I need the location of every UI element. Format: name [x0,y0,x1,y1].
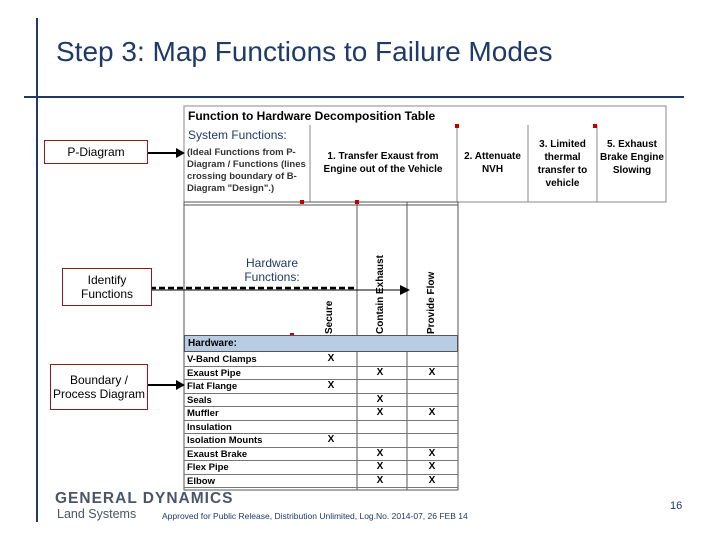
system-functions-note: (Ideal Functions from P-Diagram / Functions (lines crossing boundary of B-Diagram "Design".) [187,147,306,194]
table-row [184,380,458,394]
hardware-name: V-Band Clamps [187,354,257,365]
hardware-header-label: Hardware: [188,338,237,349]
table-row [184,461,458,475]
mark-secure: X [327,434,335,445]
table-row [184,421,458,435]
hardware-functions-label: Hardware Functions: [244,256,300,284]
hardware-name: Exaust Pipe [187,367,241,379]
table-row [184,394,458,408]
hardware-name: Flat Flange [187,381,238,392]
hardware-name: Muffler [187,408,219,419]
mark-contain: X [376,447,384,459]
mark-flow: X [428,461,436,472]
hardware-name: Exaust Brake [187,448,248,460]
p-diagram-label: P-Diagram [67,145,125,159]
boundary-diagram-label: Boundary / Process Diagram [52,373,146,401]
hw-function-secure: Secure [324,300,335,334]
hardware-name: Insulation [187,421,232,433]
footer-release-note: Approved for Public Release, Distribution Unlimited, Log.No. 2014-07, 26 FEB 14 [162,511,468,521]
mark-contain: X [376,366,384,378]
system-function-5: 5. Exhaust Brake Engine Slowing [600,139,664,176]
table-row [184,434,458,448]
page-number: 16 [670,500,683,512]
table-row [184,475,458,489]
mark-flow: X [428,407,436,418]
table-row [184,353,458,367]
hardware-name: Seals [187,394,212,406]
mark-flow: X [428,474,436,486]
system-function-2: 2. Attenuate NVH [464,151,521,175]
mark-contain: X [376,407,384,418]
company-logo-line2: Land Systems [57,507,137,521]
identify-functions-label: Identify Functions [80,273,134,301]
mark-flow: X [428,366,436,378]
slide-title: Step 3: Map Functions to Failure Modes [56,36,553,67]
mark-contain: X [376,393,384,405]
table-title: Function to Hardware Decomposition Table [188,109,436,123]
boundary-diagram-callout [50,364,148,410]
hw-function-provide-flow: Provide Flow [426,271,437,334]
mark-contain: X [376,474,384,486]
identify-functions-callout [62,268,152,306]
system-functions-label: System Functions: [188,128,287,142]
table-row [184,407,458,421]
system-function-1: 1. Transfer Exaust from Engine out of the Vehicle [323,151,443,175]
mark-secure: X [327,380,335,391]
mark-contain: X [376,461,384,472]
table-row [184,448,458,462]
hardware-name: Elbow [187,475,215,487]
mark-flow: X [428,447,436,459]
hardware-name: Flex Pipe [187,462,229,473]
table-row [184,367,458,381]
mark-secure: X [327,353,335,364]
company-logo-line1: GENERAL DYNAMICS [55,490,234,507]
hardware-name: Isolation Mounts [187,435,263,446]
system-function-3: 3. Limited thermal transfer to vehicle [537,139,588,189]
hw-function-contain-exhaust: Contain Exhaust [375,255,386,334]
hardware-header [184,335,458,352]
p-diagram-callout [44,140,148,164]
